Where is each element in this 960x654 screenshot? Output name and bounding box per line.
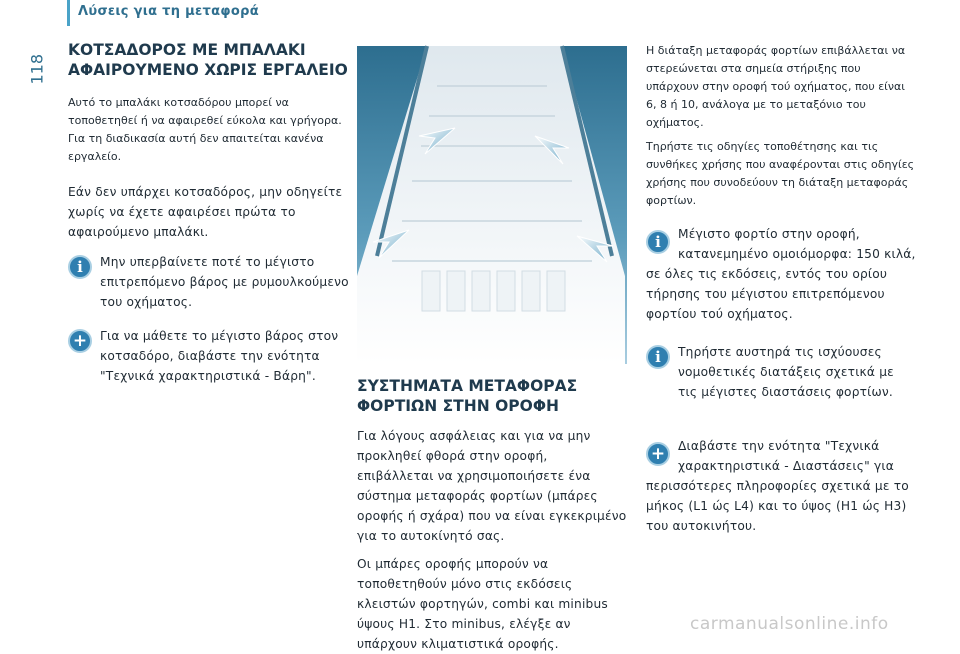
towbar-info-note: [68, 252, 353, 312]
roof-dimensions-plus-text: Διαβάστε την ενότητα "Τεχνικά χαρακτηριστικά - Διαστάσεις" για περισσότερες πληροφορίες σχετικά με το μήκος (L1 ώς L4) και το ύψος (H1 ώς H3) του αυτοκινήτου.: [646, 439, 909, 533]
plus-icon: +: [68, 329, 92, 353]
towbar-title-line1: ΚΟΤΣΑΔΟΡΟΣ ΜΕ ΜΠΑΛΑΚΙ: [68, 41, 306, 59]
towbar-section-title: [68, 40, 353, 80]
roof-title-line2: ΦΟΡΤΙΩΝ ΣΤΗΝ ΟΡΟΦΗ: [357, 397, 559, 415]
towbar-paragraph: Εάν δεν υπάρχει κοτσαδόρος, μην οδηγείτε χωρίς να έχετε αφαιρέσει πρώτα το αφαιρούμενο μπαλάκι.: [68, 185, 343, 239]
roof-title-line1: ΣΥΣΤΗΜΑΤΑ ΜΕΤΑΦΟΡΑΣ: [357, 377, 578, 395]
towbar-plus-text: Για να μάθετε το μέγιστο βάρος στον κοτσαδόρο, διαβάστε την ενότητα "Τεχνικά χαρακτηριστικά - Βάρη".: [100, 329, 339, 383]
roof-max-load-text: Μέγιστο φορτίο στην οροφή, κατανεμημένο ομοιόμορφα: 150 κιλά, σε όλες τις εκδόσεις, εντός του ορίου τήρησης του μέγιστου επιτρεπόμενου φορτίου τού οχήματος.: [646, 227, 916, 321]
towbar-plus-note: [68, 326, 353, 386]
roof-paragraph-1: Για λόγους ασφάλειας και για να μην προκληθεί φθορά στην οροφή, επιβάλλεται να χρησιμοποιήσετε ένα σύστημα μεταφοράς φορτίων (μπάρες οροφής ή σχάρα) που να είναι εγκεκριμένο για το αυτοκίνητό σας.: [357, 429, 627, 543]
towbar-info-text: Μην υπερβαίνετε ποτέ το μέγιστο επιτρεπόμενο βάρος με ρυμουλκούμενο του οχήματος.: [100, 255, 349, 309]
roof-fixing-paragraph: Η διάταξη μεταφοράς φορτίων επιβάλλεται να στερεώνεται στα σημεία στήριξης που υπάρχουν στην οροφή τού οχήματος, που είναι 6, 8 ή 10, ανάλογα με το μεταξόνιο του οχήματος.: [646, 44, 906, 129]
right-column: [646, 42, 916, 536]
info-icon: i: [68, 255, 92, 279]
roof-section-title: [357, 376, 627, 416]
left-column: [68, 40, 353, 386]
info-icon: i: [646, 345, 670, 369]
roof-mounting-points-illustration: [357, 46, 627, 364]
towbar-title-line2: ΑΦΑΙΡΟΥΜΕΝΟ ΧΩΡΙΣ ΕΡΓΑΛΕΙΟ: [68, 61, 348, 79]
watermark: carmanualsonline.info: [690, 614, 889, 634]
header-accent-bar: [67, 0, 70, 26]
roof-paragraph-2: Οι μπάρες οροφής μπορούν να τοποθετηθούν μόνο στις εκδόσεις κλειστών φορτηγών, combi και minibus ύψους H1. Στο minibus, ελέγξε αν υπάρχουν κλιματιστικά οροφής.: [357, 557, 608, 651]
roof-max-load-note: [646, 224, 916, 324]
info-icon: i: [646, 230, 670, 254]
middle-column: [357, 46, 627, 654]
towbar-intro: Αυτό το μπαλάκι κοτσαδόρου μπορεί να τοποθετηθεί ή να αφαιρεθεί εύκολα και γρήγορα. Για τη διαδικασία αυτή δεν απαιτείται κανένα εργαλείο.: [68, 96, 342, 163]
page-number: 118: [27, 53, 47, 85]
roof-dimensions-law-note: [646, 342, 916, 402]
roof-dimensions-law-text: Τηρήστε αυστηρά τις ισχύουσες νομοθετικές διατάξεις σχετικά με τις μέγιστες διαστάσεις φορτίων.: [678, 345, 894, 399]
plus-icon: +: [646, 442, 670, 466]
roof-dimensions-plus-note: [646, 436, 916, 536]
roof-instructions-paragraph: Τηρήστε τις οδηγίες τοποθέτησης και τις συνθήκες χρήσης που αναφέρονται στις οδηγίες χρήσης που συνοδεύουν τη διάταξη μεταφοράς φορτίων.: [646, 140, 915, 207]
header-title: Λύσεις για τη μεταφορά: [78, 4, 259, 19]
